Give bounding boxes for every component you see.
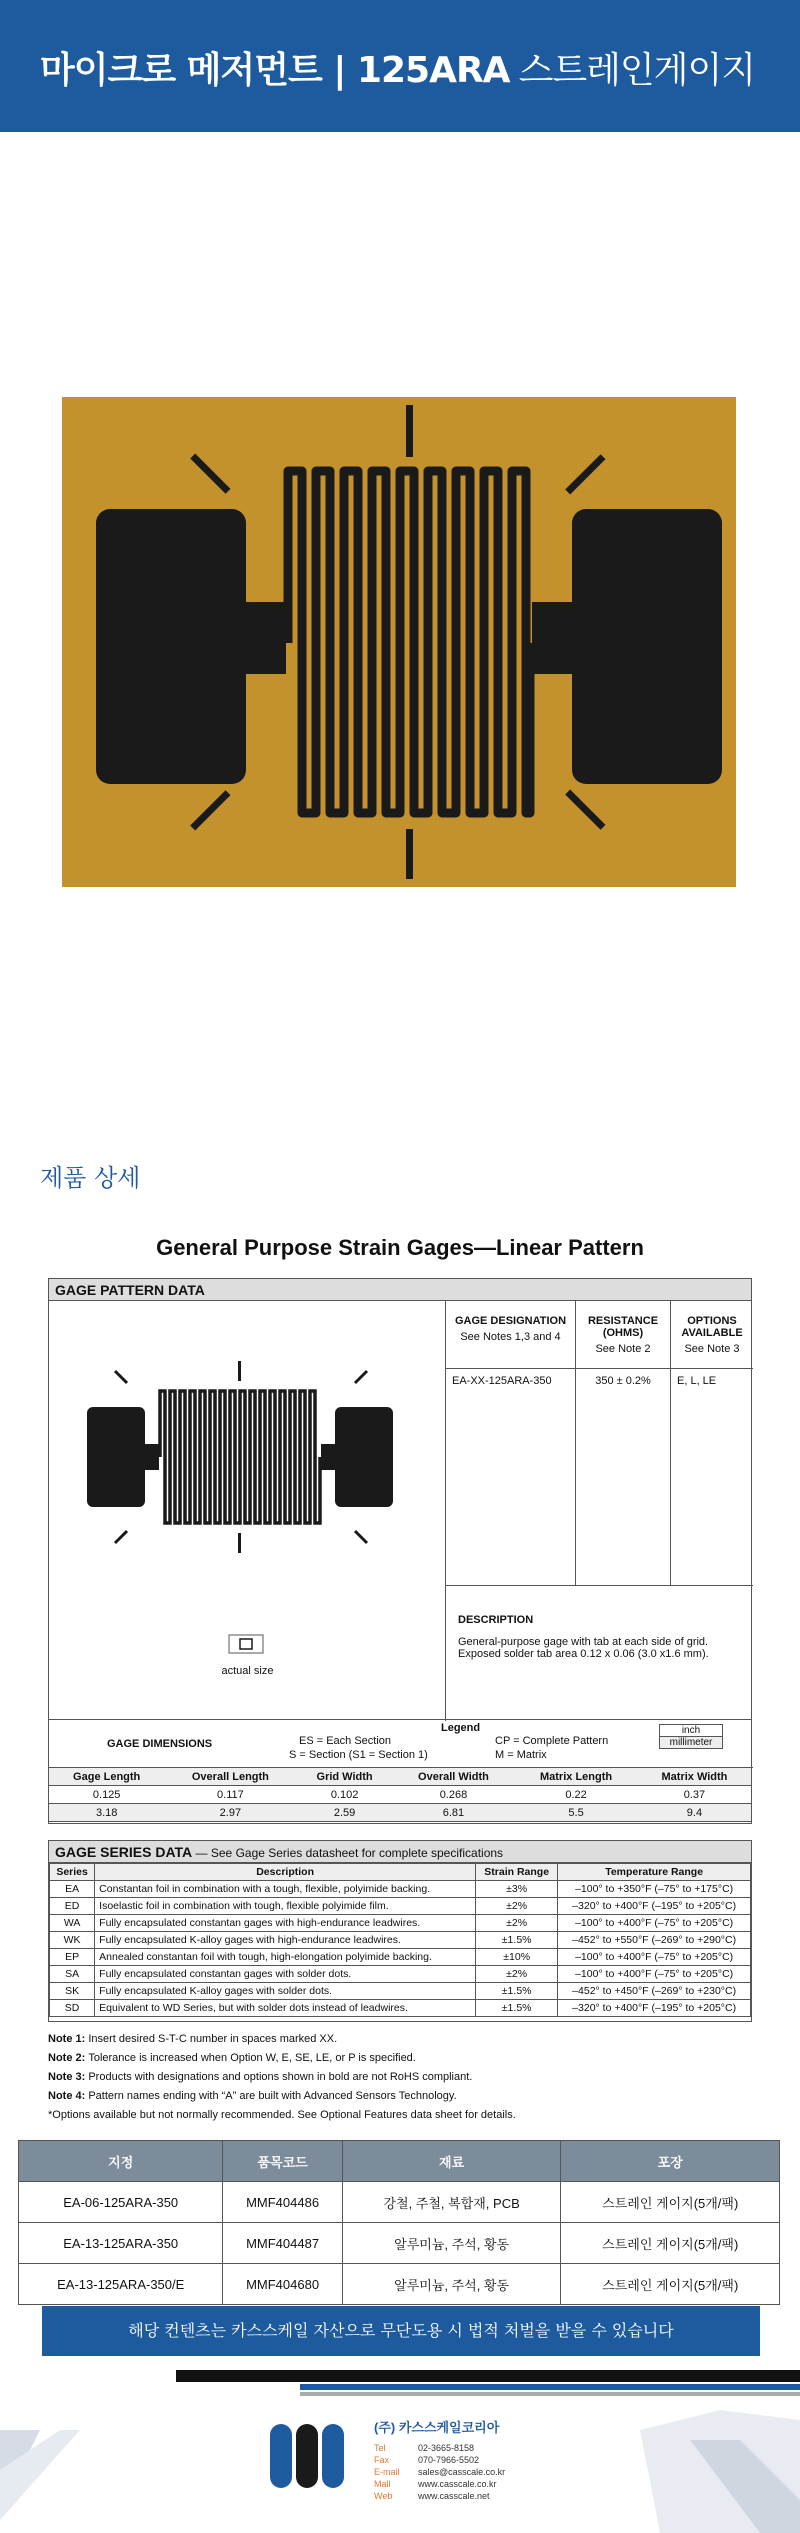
- description-title: DESCRIPTION: [458, 1614, 534, 1626]
- dim-mm-cell: 2.97: [164, 1804, 296, 1822]
- dim-inch-cell: 0.102: [296, 1786, 392, 1804]
- series-cell: Fully encapsulated K-alloy gages with solder dots.: [95, 1983, 476, 2000]
- product-table: [18, 2140, 780, 2305]
- series-row: [50, 1898, 751, 1915]
- series-row: [50, 1949, 751, 1966]
- product-cell: MMF404680: [223, 2264, 342, 2305]
- copyright-banner: 해당 컨텐츠는 카스스케일 자산으로 무단도용 시 법적 처벌을 받을 수 있습니다: [42, 2306, 760, 2356]
- unit-toggle: [659, 1724, 723, 1749]
- note-label: Note 4:: [48, 2090, 89, 2102]
- series-header-cell: Description: [95, 1864, 476, 1881]
- series-row: [50, 1932, 751, 1949]
- product-cell: 강철, 주철, 복합재, PCB: [342, 2182, 561, 2223]
- product-row: [19, 2264, 780, 2305]
- series-cell: EP: [50, 1949, 95, 1966]
- legend-3: CP = Complete Pattern: [495, 1735, 609, 1747]
- note-line: [48, 2049, 768, 2068]
- dim-mm-cell: 5.5: [514, 1804, 638, 1822]
- dim-header-cell: Grid Width: [296, 1768, 392, 1786]
- dim-inch-cell: 0.125: [49, 1786, 164, 1804]
- unit-inch: inch: [660, 1725, 722, 1737]
- series-cell: ±10%: [476, 1949, 558, 1966]
- product-header-cell: 지정: [19, 2141, 223, 2182]
- contact-key: Fax: [374, 2455, 390, 2465]
- series-box: [48, 1840, 752, 2022]
- note-line: [48, 2087, 768, 2106]
- dim-inch-cell: 0.117: [164, 1786, 296, 1804]
- contact-row: [374, 2454, 505, 2466]
- note-label: Note 1:: [48, 2033, 89, 2045]
- description-block: [446, 1585, 753, 1721]
- contact-key: E-mail: [374, 2467, 400, 2477]
- series-cell: –100° to +400°F (–75° to +205°C): [558, 1949, 751, 1966]
- designation-head: GAGE DESIGNATION: [454, 1315, 567, 1327]
- series-cell: –100° to +350°F (–75° to +175°C): [558, 1881, 751, 1898]
- product-cell: MMF404486: [223, 2182, 342, 2223]
- product-row: [19, 2182, 780, 2223]
- dim-header-cell: Overall Width: [393, 1768, 514, 1786]
- dimensions-label: GAGE DIMENSIONS: [107, 1738, 213, 1750]
- gage-pattern-bar: GAGE PATTERN DATA: [49, 1279, 751, 1301]
- product-cell: 알루미늄, 주석, 황동: [342, 2264, 561, 2305]
- notes: [48, 2030, 768, 2125]
- designation-value: EA-XX-125ARA-350: [452, 1375, 552, 1387]
- section-title: 제품 상세: [40, 1164, 141, 1192]
- series-cell: ±2%: [476, 1898, 558, 1915]
- note-text: Products with designations and options shown in bold are not RoHS compliant.: [88, 2071, 473, 2083]
- note-text: Tolerance is increased when Option W, E, SE, LE, or P is specified.: [88, 2052, 416, 2064]
- series-row: [50, 1881, 751, 1898]
- options-head: OPTIONS AVAILABLE: [681, 1315, 743, 1339]
- series-cell: WA: [50, 1915, 95, 1932]
- series-cell: –100° to +400°F (–75° to +205°C): [558, 1915, 751, 1932]
- series-cell: ED: [50, 1898, 95, 1915]
- dim-inch-cell: 0.22: [514, 1786, 638, 1804]
- series-cell: ±3%: [476, 1881, 558, 1898]
- contact-row: [374, 2490, 505, 2502]
- series-bar-title: GAGE SERIES DATA: [55, 1844, 192, 1860]
- page-header: [0, 0, 800, 132]
- options-col: [671, 1301, 753, 1585]
- series-cell: ±1.5%: [476, 1932, 558, 1949]
- contact-value: sales@casscale.co.kr: [418, 2467, 506, 2477]
- product-header-cell: 품목코드: [223, 2141, 342, 2182]
- note-label: Note 3:: [48, 2071, 89, 2083]
- series-cell: –320° to +400°F (–195° to +205°C): [558, 2000, 751, 2017]
- product-cell: 알루미늄, 주석, 황동: [342, 2223, 561, 2264]
- actual-size-label: actual size: [221, 1665, 274, 1677]
- series-cell: ±2%: [476, 1915, 558, 1932]
- series-cell: –452° to +450°F (–269° to +230°C): [558, 1983, 751, 2000]
- series-cell: SK: [50, 1983, 95, 2000]
- dimensions-table: [49, 1768, 751, 1822]
- series-cell: –100° to +400°F (–75° to +205°C): [558, 1966, 751, 1983]
- company-logo: [270, 2424, 344, 2488]
- contact-value: 070-7966-5502: [418, 2455, 480, 2465]
- page-title: 마이크로 메저먼트 | 125ARA: [40, 50, 510, 91]
- note-line: [48, 2068, 768, 2087]
- series-row: [50, 1915, 751, 1932]
- dim-mm-cell: 3.18: [49, 1804, 164, 1822]
- series-cell: ±1.5%: [476, 1983, 558, 2000]
- contact-key: Tel: [374, 2443, 386, 2453]
- pattern-drawing: [49, 1301, 446, 1721]
- series-cell: Fully encapsulated constantan gages with solder dots.: [95, 1966, 476, 1983]
- dim-header-cell: Overall Length: [164, 1768, 296, 1786]
- legend-title: Legend: [441, 1722, 481, 1734]
- dim-header-cell: Matrix Width: [638, 1768, 751, 1786]
- designation-col: [446, 1301, 576, 1585]
- product-cell: EA-13-125ARA-350: [19, 2223, 223, 2264]
- product-cell: EA-06-125ARA-350: [19, 2182, 223, 2223]
- contact-block: [374, 2417, 505, 2502]
- contact-value: www.casscale.net: [418, 2491, 490, 2501]
- contact-row: [374, 2478, 505, 2490]
- note-line: [48, 2030, 768, 2049]
- legend-1: ES = Each Section: [299, 1735, 392, 1747]
- note-text: *Options available but not normally recommended. See Optional Features data sheet for details.: [48, 2109, 516, 2121]
- contact-key: Web: [374, 2491, 393, 2501]
- pattern-diagram: [49, 1301, 446, 1721]
- note-line: [48, 2106, 768, 2125]
- series-cell: –452° to +550°F (–269° to +290°C): [558, 1932, 751, 1949]
- series-row: [50, 1966, 751, 1983]
- series-cell: WK: [50, 1932, 95, 1949]
- contact-value: www.casscale.co.kr: [418, 2479, 497, 2489]
- contact-row: [374, 2466, 505, 2478]
- note-text: Pattern names ending with “A” are built with Advanced Sensors Technology.: [88, 2090, 457, 2102]
- series-cell: Equivalent to WD Series, but with solder dots instead of leadwires.: [95, 2000, 476, 2017]
- dimensions-box: [48, 1720, 752, 1824]
- options-sub: See Note 3: [684, 1343, 740, 1355]
- product-header-cell: 재료: [342, 2141, 561, 2182]
- contact-row: [374, 2442, 505, 2454]
- dim-inch-cell: 0.268: [393, 1786, 514, 1804]
- dim-mm-cell: 2.59: [296, 1804, 392, 1822]
- series-cell: –320° to +400°F (–195° to +205°C): [558, 1898, 751, 1915]
- product-cell: MMF404487: [223, 2223, 342, 2264]
- product-header-cell: 포장: [561, 2141, 780, 2182]
- product-table-wrap: [18, 2140, 780, 2305]
- dim-inch-cell: 0.37: [638, 1786, 751, 1804]
- category-label: 스트레인게이지: [518, 50, 755, 91]
- series-cell: SD: [50, 2000, 95, 2017]
- designation-sub: See Notes 1,3 and 4: [460, 1331, 561, 1343]
- series-table: [49, 1863, 751, 2017]
- series-bar: [49, 1841, 751, 1863]
- series-cell: Fully encapsulated constantan gages with high-endurance leadwires.: [95, 1915, 476, 1932]
- series-header-cell: Strain Range: [476, 1864, 558, 1881]
- product-cell: EA-13-125ARA-350/E: [19, 2264, 223, 2305]
- series-cell: SA: [50, 1966, 95, 1983]
- series-cell: Constantan foil in combination with a tough, flexible, polyimide backing.: [95, 1881, 476, 1898]
- resistance-head: RESISTANCE (OHMS): [587, 1315, 659, 1339]
- strain-gage-image: [62, 397, 736, 887]
- contact-key: Mall: [374, 2479, 391, 2489]
- resistance-col: [576, 1301, 671, 1585]
- dim-header-cell: Matrix Length: [514, 1768, 638, 1786]
- series-cell: ±2%: [476, 1966, 558, 1983]
- series-row: [50, 2000, 751, 2017]
- series-header-cell: Series: [50, 1864, 95, 1881]
- series-bar-note: — See Gage Series datasheet for complete specifications: [195, 1846, 504, 1860]
- series-header-cell: Temperature Range: [558, 1864, 751, 1881]
- company-name: (주) 카스스케일코리아: [374, 2420, 500, 2435]
- series-cell: Fully encapsulated K-alloy gages with high-endurance leadwires.: [95, 1932, 476, 1949]
- legend-4: M = Matrix: [495, 1749, 547, 1761]
- product-cell: 스트레인 게이지(5개/팩): [561, 2223, 780, 2264]
- unit-mm: millimeter: [660, 1737, 722, 1748]
- contact-value: 02-3665-8158: [418, 2443, 475, 2453]
- series-cell: EA: [50, 1881, 95, 1898]
- product-cell: 스트레인 게이지(5개/팩): [561, 2264, 780, 2305]
- legend-2: S = Section (S1 = Section 1): [289, 1749, 428, 1761]
- note-text: Insert desired S-T-C number in spaces marked XX.: [88, 2033, 338, 2045]
- dim-mm-cell: 6.81: [393, 1804, 514, 1822]
- description-text: General-purpose gage with tab at each side of grid. Exposed solder tab area 0.12 x 0.06 (3.0 x1.6 mm).: [458, 1636, 709, 1660]
- resistance-sub: See Note 2: [595, 1343, 651, 1355]
- series-cell: Isoelastic foil in combination with tough, flexible polyimide film.: [95, 1898, 476, 1915]
- datasheet-title: General Purpose Strain Gages—Linear Pattern: [156, 1235, 644, 1260]
- product-cell: 스트레인 게이지(5개/팩): [561, 2182, 780, 2223]
- dim-mm-cell: 9.4: [638, 1804, 751, 1822]
- gage-pattern-box: [48, 1278, 752, 1720]
- product-row: [19, 2223, 780, 2264]
- dimensions-header: [49, 1720, 753, 1768]
- resistance-value: 350 ± 0.2%: [595, 1375, 651, 1387]
- options-value: E, L, LE: [677, 1375, 717, 1387]
- series-cell: ±1.5%: [476, 2000, 558, 2017]
- series-row: [50, 1983, 751, 2000]
- note-label: Note 2:: [48, 2052, 89, 2064]
- series-cell: Annealed constantan foil with tough, high-elongation polyimide backing.: [95, 1949, 476, 1966]
- dim-header-cell: Gage Length: [49, 1768, 164, 1786]
